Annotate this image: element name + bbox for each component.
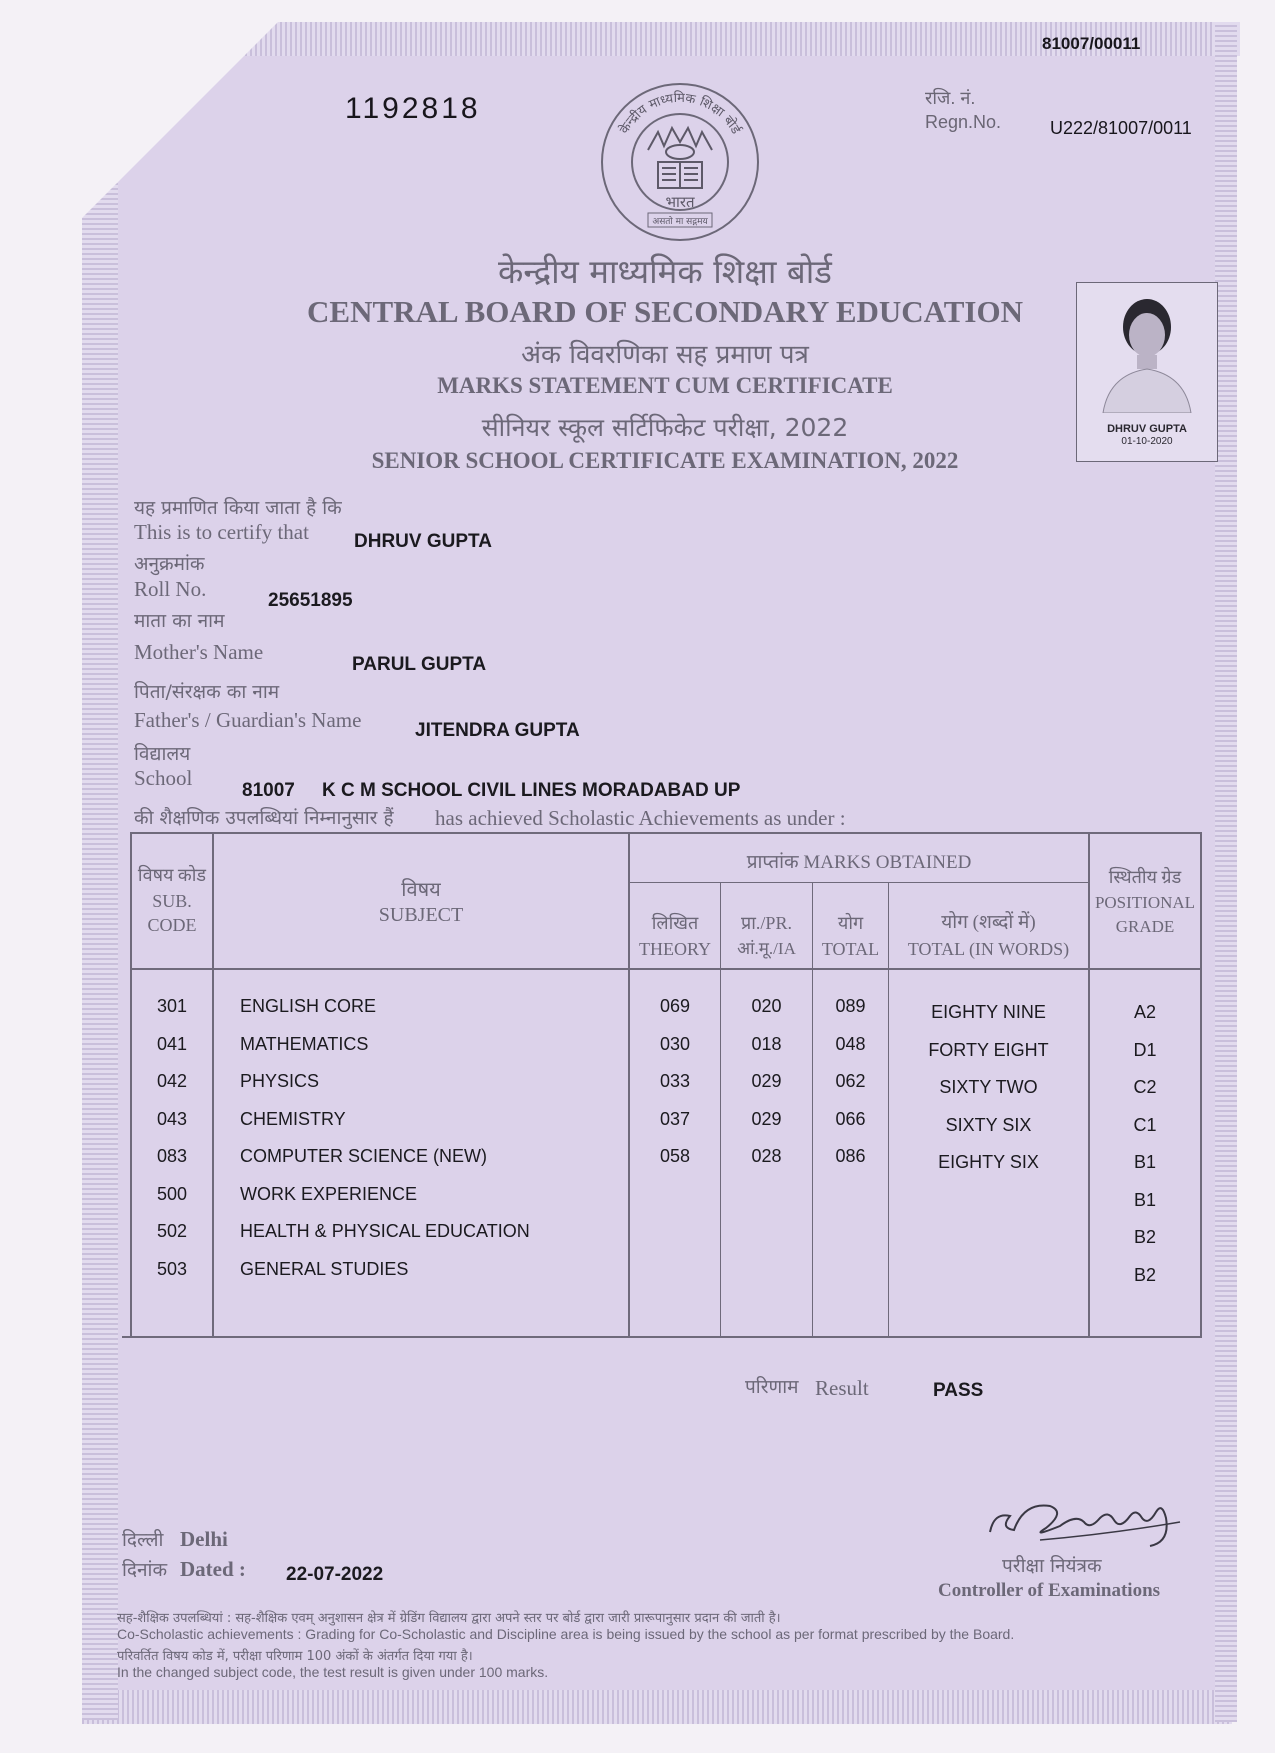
th-pr-2: आं.मू./IA [737, 939, 796, 958]
emblem-motto: असतो मा सद्गमय [652, 217, 708, 227]
th-subject-en: SUBJECT [378, 904, 464, 926]
note-changed-code-hi: परिवर्तित विषय कोड में, परीक्षा परिणाम 100 अंकों के अंतर्गत दिया गया है। [117, 1649, 473, 1664]
cell-grade: D1 [1133, 1039, 1157, 1060]
cell-subject: CHEMISTRY [240, 1108, 346, 1129]
emblem-text-bottom: भारत [665, 193, 695, 211]
cell-pr: 018 [751, 1033, 782, 1054]
th-marks-en: MARKS OBTAINED [803, 852, 972, 873]
student-name: DHRUV GUPTA [354, 531, 492, 552]
school-name: K C M SCHOOL CIVIL LINES MORADABAD UP [322, 780, 741, 801]
roll-label-hi: अनुक्रमांक [134, 553, 205, 575]
th-marks [630, 850, 1088, 876]
cell-grade: C2 [1133, 1077, 1157, 1097]
exam-title-en: SENIOR SCHOOL CERTIFICATE EXAMINATION, 2022 [371, 448, 959, 473]
cell-words: SIXTY TWO [939, 1077, 1038, 1097]
doc-title-hi: अंक विवरणिका सह प्रमाण पत्र [521, 340, 809, 370]
cell-code: 503 [156, 1258, 188, 1279]
board-title-hi: केन्द्रीय माध्यमिक शिक्षा बोर्ड [498, 252, 832, 291]
th-subject-hi: विषय [401, 877, 441, 901]
regn-label-en: Regn.No. [925, 112, 1002, 132]
cell-total: 086 [835, 1146, 866, 1166]
cell-grade: B1 [1133, 1152, 1157, 1172]
cell-code: 301 [156, 996, 188, 1016]
cell-total: 089 [835, 996, 866, 1016]
cell-theory: 058 [659, 1146, 691, 1166]
cell-code: 500 [156, 1183, 188, 1204]
cell-pr: 028 [751, 1146, 782, 1166]
th-code-en1: SUB. [152, 891, 192, 911]
cell-code: 042 [156, 1071, 188, 1091]
father-name: JITENDRA GUPTA [415, 720, 580, 741]
cell-pr: 029 [751, 1071, 782, 1091]
roll-label-en: Roll No. [134, 577, 207, 601]
th-grade-en2: GRADE [1115, 917, 1175, 936]
cell-words: FORTY EIGHT [928, 1039, 1049, 1060]
th-code-en2: CODE [147, 915, 197, 935]
guilloche-border-bottom [82, 1690, 1232, 1724]
cell-subject: GENERAL STUDIES [240, 1258, 409, 1279]
dated-label-en: Dated : [180, 1557, 246, 1581]
school-label-hi: विद्यालय [134, 743, 191, 765]
mother-name: PARUL GUPTA [352, 654, 487, 675]
cell-words: EIGHTY SIX [938, 1152, 1039, 1172]
note-co-scholastic-en: Co-Scholastic achievements : Grading for Co-Scholastic and Discipline area is being issued by the school as per format prescribed by the Board. [117, 1626, 1015, 1642]
photo-name: DHRUV GUPTA [1107, 423, 1187, 435]
controller-signature [980, 1482, 1190, 1552]
cell-theory: 069 [659, 996, 691, 1016]
th-theory-hi: लिखित [651, 913, 699, 933]
certify-label-hi: यह प्रमाणित किया जाता है कि [134, 497, 342, 519]
cell-subject: MATHEMATICS [240, 1033, 369, 1054]
cell-subject: HEALTH & PHYSICAL EDUCATION [240, 1221, 530, 1241]
cell-grade: B2 [1133, 1227, 1157, 1247]
guilloche-border-right [1215, 22, 1237, 1722]
controller-title-hi: परीक्षा नियंत्रक [1002, 1555, 1102, 1577]
father-label-hi: पिता/संरक्षक का नाम [134, 681, 280, 703]
mother-label-en: Mother's Name [134, 640, 264, 664]
emblem-text-top: केन्द्रीय माध्यमिक शिक्षा बोर्ड [617, 90, 744, 137]
father-label-en: Father's / Guardian's Name [134, 708, 362, 732]
regn-label-hi: रजि. नं. [925, 88, 976, 108]
guilloche-border-left [82, 170, 118, 1720]
cell-code: 043 [156, 1108, 188, 1129]
cell-subject: ENGLISH CORE [240, 996, 377, 1016]
achieved-label-hi: की शैक्षणिक उपलब्धियां निम्नानुसार हैं [134, 807, 394, 829]
cell-grade: B2 [1133, 1264, 1157, 1285]
th-theory-en: THEORY [639, 939, 711, 959]
regn-number: U222/81007/0011 [1050, 118, 1192, 138]
cell-words: SIXTY SIX [945, 1114, 1032, 1135]
cell-pr: 020 [751, 996, 782, 1016]
th-pr-1: प्रा./PR. [741, 913, 792, 933]
dated-value: 22-07-2022 [286, 1564, 384, 1585]
top-reference: 81007/00011 [1042, 34, 1141, 53]
achieved-label-en: has achieved Scholastic Achievements as under : [435, 806, 846, 830]
note-co-scholastic-hi: सह-शैक्षिक उपलब्धियां : सह-शैक्षिक एवम् अनुशासन क्षेत्र में ग्रेडिंग विद्यालय द्वारा अपने स्तर पर बोर्ड द्वारा जारी प्रारूपानुसार प्रदान की जाती है। [117, 1611, 781, 1626]
photo-date: 01-10-2020 [1121, 436, 1173, 447]
th-grade-hi: स्थितीय ग्रेड [1108, 867, 1182, 887]
folded-corner [0, 0, 300, 300]
result-label-hi: परिणाम [745, 1376, 799, 1398]
result-label-en: Result [815, 1376, 869, 1400]
place-hi: दिल्ली [122, 1529, 164, 1551]
cell-words: EIGHTY NINE [931, 1002, 1046, 1022]
th-total-hi: योग [837, 913, 864, 933]
doc-title-en: MARKS STATEMENT CUM CERTIFICATE [437, 373, 893, 398]
cell-theory: 037 [659, 1108, 691, 1129]
th-grade-en1: POSITIONAL [1094, 893, 1196, 912]
cell-total: 062 [835, 1071, 866, 1091]
cell-theory: 030 [659, 1033, 691, 1054]
student-photo [1076, 282, 1218, 462]
cell-grade: A2 [1133, 1002, 1157, 1022]
th-words-en: TOTAL (IN WORDS) [907, 939, 1070, 959]
roll-number: 25651895 [268, 590, 353, 611]
serial-number: 1192818 [345, 92, 481, 125]
cell-pr: 029 [751, 1108, 782, 1129]
cell-grade: C1 [1133, 1114, 1157, 1135]
board-title-en: CENTRAL BOARD OF SECONDARY EDUCATION [307, 294, 1023, 329]
cell-grade: B1 [1133, 1189, 1157, 1210]
th-code-hi: विषय कोड [137, 865, 207, 885]
mother-label-hi: माता का नाम [134, 610, 225, 632]
cell-total: 066 [835, 1108, 866, 1129]
exam-title-hi: सीनियर स्कूल सर्टिफिकेट परीक्षा, 2022 [481, 413, 849, 442]
controller-title-en: Controller of Examinations [938, 1580, 1161, 1601]
cell-subject: COMPUTER SCIENCE (NEW) [240, 1146, 487, 1166]
cell-code: 083 [156, 1146, 188, 1166]
th-words-hi: योग (शब्दों में) [941, 912, 1036, 933]
th-marks-hi: प्राप्तांक [746, 852, 799, 873]
certify-label-en: This is to certify that [134, 520, 309, 544]
cell-code: 041 [156, 1033, 188, 1054]
note-changed-code-en: In the changed subject code, the test result is given under 100 marks. [117, 1664, 549, 1680]
cell-theory: 033 [659, 1071, 691, 1091]
place-en: Delhi [180, 1527, 228, 1551]
cell-total: 048 [835, 1033, 866, 1054]
school-label-en: School [134, 766, 193, 790]
cell-subject: PHYSICS [240, 1071, 320, 1091]
cell-subject: WORK EXPERIENCE [240, 1183, 418, 1204]
dated-label-hi: दिनांक [122, 1559, 168, 1581]
result-value: PASS [933, 1380, 984, 1401]
th-total-en: TOTAL [821, 939, 880, 959]
cell-code: 502 [156, 1221, 188, 1241]
school-code: 81007 [242, 780, 295, 801]
cbse-emblem [598, 80, 762, 244]
